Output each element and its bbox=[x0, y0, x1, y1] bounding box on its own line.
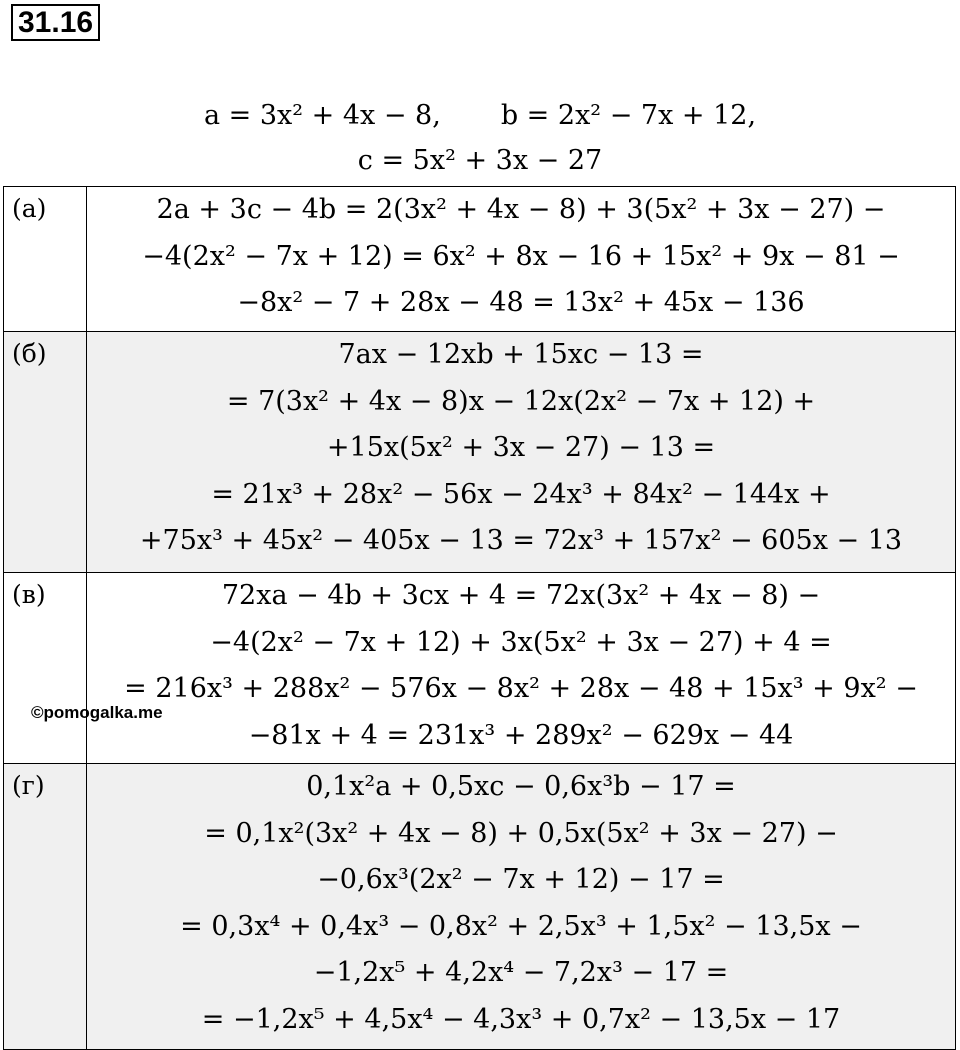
math-line: −0,6x³(2x² − 7x + 12) − 17 = bbox=[317, 864, 725, 895]
math-line: = 7(3x² + 4x − 8)x − 12x(2x² − 7x + 12) + bbox=[226, 385, 816, 417]
solutions-table bbox=[3, 186, 956, 1050]
part-b-label: (б) bbox=[4, 332, 87, 573]
given-c: c = 5x² + 3x − 27 bbox=[357, 145, 603, 176]
given-line-1 bbox=[0, 93, 960, 139]
math-line: −8x² − 7 + 28x − 48 = 13x² + 45x − 136 bbox=[237, 287, 805, 318]
math-line: +75x³ + 45x² − 405x − 13 = 72x³ + 157x² − 605x − 13 bbox=[139, 525, 903, 556]
part-g-row bbox=[4, 764, 956, 1050]
given-b: b = 2x² − 7x + 12, bbox=[500, 100, 757, 131]
part-v-solution bbox=[87, 573, 956, 764]
math-line: = 216x³ + 288x² − 576x − 8x² + 28x − 48 + 15x³ + 9x² − bbox=[124, 673, 918, 704]
math-line: −1,2x⁵ + 4,2x⁴ − 7,2x³ − 17 = bbox=[313, 957, 729, 988]
math-line: 72xa − 4b + 3cx + 4 = 72x(3x² + 4x − 8) − bbox=[221, 580, 821, 611]
part-a-solution bbox=[87, 187, 956, 332]
math-line: = 21x³ + 28x² − 56x − 24x³ + 84x² − 144x + bbox=[211, 478, 831, 510]
part-b-solution bbox=[87, 332, 956, 573]
math-line: −4(2x² − 7x + 12) = 6x² + 8x − 16 + 15x² + 9x − 81 − bbox=[142, 240, 900, 272]
math-line: 0,1x²a + 0,5xc − 0,6x³b − 17 = bbox=[306, 771, 736, 802]
math-line: 7ax − 12xb + 15xc − 13 = bbox=[338, 339, 704, 370]
part-g-label: (г) bbox=[4, 764, 87, 1050]
given-line-2 bbox=[0, 138, 960, 184]
math-line: −81x + 4 = 231x³ + 289x² − 629x − 44 bbox=[248, 719, 794, 751]
math-line: = 0,1x²(3x² + 4x − 8) + 0,5x(5x² + 3x − 27) − bbox=[204, 817, 838, 849]
part-b-row bbox=[4, 332, 956, 573]
given-a: a = 3x² + 4x − 8, bbox=[203, 100, 441, 131]
math-line: = −1,2x⁵ + 4,5x⁴ − 4,3x³ + 0,7x² − 13,5x − 17 bbox=[201, 1003, 841, 1035]
part-v-label: (в) bbox=[4, 573, 87, 764]
problem-number: 31.16 bbox=[11, 4, 100, 41]
part-g-solution bbox=[87, 764, 956, 1050]
math-line: +15x(5x² + 3x − 27) − 13 = bbox=[326, 432, 716, 463]
watermark: ©pomogalka.me bbox=[31, 703, 163, 722]
math-line: 2a + 3c − 4b = 2(3x² + 4x − 8) + 3(5x² + 3x − 27) − bbox=[156, 194, 886, 225]
part-a-label: (а) bbox=[4, 187, 87, 332]
math-line: −4(2x² − 7x + 12) + 3x(5x² + 3x − 27) + 4 = bbox=[210, 626, 832, 658]
math-line: = 0,3x⁴ + 0,4x³ − 0,8x² + 2,5x³ + 1,5x² − 13,5x − bbox=[180, 910, 862, 942]
part-v-row bbox=[4, 573, 956, 764]
part-a-row bbox=[4, 187, 956, 332]
